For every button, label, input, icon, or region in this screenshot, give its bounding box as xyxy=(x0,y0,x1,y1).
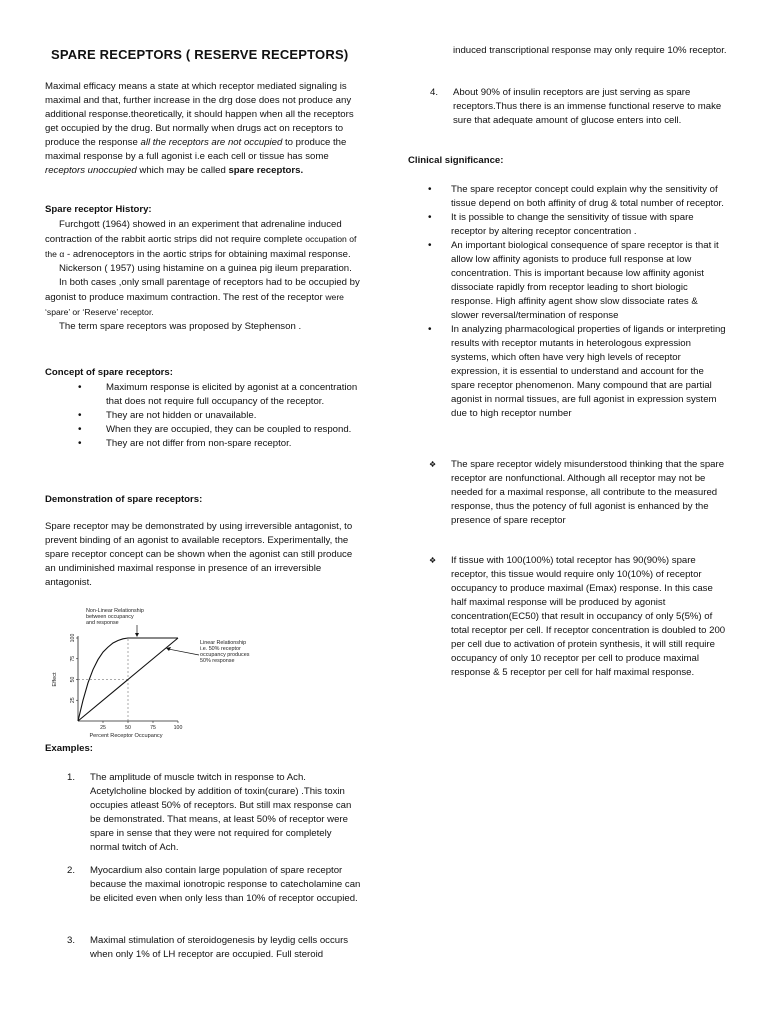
concept-item: • They are not hidden or unavailable. xyxy=(45,409,363,423)
clinical-item: • It is possible to change the sensitivity of tissue with spare receptor by altering receptor concentration . xyxy=(408,211,728,239)
intro-bold-term: spare receptors. xyxy=(228,165,304,176)
y-axis-label: Effect xyxy=(52,672,58,687)
intro-paragraph xyxy=(45,80,363,178)
clinical-item: • An important biological consequence of spare receptor is that it allow low affinity agonists to produce full response at low concentration. This is important because low affinity agonist dissociate rapidly from receptor leading to short biologic response. High affinity agent show slow dissociate rates & slower reversal/termination of response xyxy=(408,239,728,323)
history-heading: Spare receptor History: xyxy=(45,204,152,215)
clinical-list xyxy=(408,183,728,421)
y-tick-label: 50 xyxy=(70,676,76,683)
clinical-heading: Clinical significance: xyxy=(408,155,504,166)
x-tick-label: 75 xyxy=(150,725,156,731)
occupancy-response-chart xyxy=(48,602,278,742)
example-continuation xyxy=(408,44,728,58)
annotation-linear-line: 50% response xyxy=(200,658,235,664)
history-furchgott: Furchgott (1964) showed in an experiment that adrenaline induced contraction of the rabbit aortic strips did not require complete occupation of the α - adrenoceptors in the aortic strips for obtaining maximal response. xyxy=(45,219,357,260)
demonstration-section xyxy=(45,493,363,590)
intro-text-2: to produce the maximal response by a full agonist i.e each cell or tissue has some xyxy=(45,137,347,162)
example-continuation-text: induced transcriptional response may only require 10% receptor. xyxy=(453,45,727,56)
annotation-nonlinear-line: Non-Linear Relationship xyxy=(86,608,144,614)
concept-heading: Concept of spare receptors: xyxy=(45,367,173,378)
annotation-arrow-linear xyxy=(168,649,199,655)
demonstration-heading: Demonstration of spare receptors: xyxy=(45,494,203,505)
example-item-4 xyxy=(408,86,728,128)
note-2 xyxy=(408,554,728,680)
concept-item: • When they are occupied, they can be coupled to respond. xyxy=(45,423,363,437)
clinical-section xyxy=(408,154,728,168)
example-item: 1. The amplitude of muscle twitch in response to Ach. Acetylcholine blocked by addition of toxin(curare) .This toxin occupies atleast 50% of receptors. But still max response can be demonstrated. That means, at least 50% of receptor were spare in sense that they were not required for completely normal twitch of Ach. xyxy=(67,772,352,853)
note-item: ❖ If tissue with 100(100%) total receptor has 90(90%) spare receptor, this tissue would require only 10(10%) of receptor occupancy to produce maximal (Emax) response. In this case half maximal response will be produced by agonist concentration(EC50) that result in occupancy of only 5(5%) of total receptor per cell. If receptor concentration is doubled to 200 per cell due to activation of protein synthesis, it will still require occupancy of only 10 receptor per cell to produce maximal response & 5 receptor per cell for half maximal response. xyxy=(429,555,726,678)
annotation-linear-line: occupancy produces xyxy=(200,652,250,658)
example-item: 4. About 90% of insulin receptors are just serving as spare receptors.Thus there is an immense functional reserve to make sure that adequate amount of glucose enters into cell. xyxy=(430,87,722,126)
example-item: 2. Myocardium also contain large population of spare receptor because the maximal ionotropic response to catecholamine can be elicited even when only less than 10% of receptor occupied. xyxy=(67,865,361,904)
clinical-item: • The spare receptor concept could explain why the sensitivity of tissue depend on both affinity of drug & total number of receptor. xyxy=(408,183,728,211)
examples-section xyxy=(45,742,363,756)
note-item: ❖ The spare receptor widely misunderstood thinking that the spare receptor are nonfunctional. Although all receptor may not be needed for a maximal response, all contribute to the measured response, thus the potency of full agonist is enhanced by the presence of spare receptor xyxy=(429,459,725,526)
y-tick-label: 100 xyxy=(70,633,76,643)
history-nickerson: Nickerson ( 1957) using histamine on a guinea pig ileum preparation. xyxy=(59,263,352,274)
annotation-arrowhead-nonlinear xyxy=(135,633,139,637)
y-tick-label: 75 xyxy=(70,655,76,662)
intro-emphasis-2: receptors unoccupied xyxy=(45,165,137,176)
examples-list-3 xyxy=(45,934,363,962)
annotation-nonlinear-line: between occupancy xyxy=(86,614,134,620)
concept-item: • Maximum response is elicited by agonist at a concentration that does not require full occupancy of the receptor. xyxy=(45,381,363,409)
annotation-linear-line: i.e. 50% receptor xyxy=(200,646,241,652)
examples-list xyxy=(45,771,363,855)
note-1 xyxy=(408,458,728,528)
concept-item: • They are not differ from non-spare receptor. xyxy=(45,437,363,451)
examples-heading: Examples: xyxy=(45,743,93,754)
annotation-nonlinear-line: and response xyxy=(86,620,119,626)
annotation-linear-line: Linear Relationship xyxy=(200,640,247,646)
examples-list-2 xyxy=(45,864,363,906)
history-section xyxy=(45,203,363,334)
intro-emphasis-1: all the receptors are not occupied xyxy=(140,137,283,148)
page-title: SPARE RECEPTORS ( RESERVE RECEPTORS) xyxy=(51,47,349,62)
history-both-cases: In both cases ,only small parentage of receptors had to be occupied by agonist to produce maximum contraction. The rest of the receptor were ‘spare’ or ‘Reserve’ receptor. xyxy=(45,277,360,317)
x-tick-label: 25 xyxy=(100,725,106,731)
x-tick-label: 50 xyxy=(125,725,131,731)
intro-text-3: which may be called xyxy=(136,165,229,176)
history-stephenson: The term spare receptors was proposed by Stephenson . xyxy=(59,321,302,332)
example-item: 3. Maximal stimulation of steroidogenesis by leydig cells occurs when only 1% of LH receptor are occupied. Full steroid xyxy=(67,935,349,960)
x-axis-label: Percent Receptor Occupancy xyxy=(89,733,163,739)
concept-section xyxy=(45,366,363,451)
y-tick-label: 25 xyxy=(70,697,76,704)
demonstration-text: Spare receptor may be demonstrated by using irreversible antagonist, to prevent binding of an agonist to available receptors. Experimentally, the spare receptor concept can be shown when the agonist can still produce an undiminished maximal response in presence of an irreversible antagonist. xyxy=(45,521,353,588)
intro-text-1: Maximal efficacy means a state at which receptor mediated signaling is maximal and that, further increase in the drg dose does not produce any additional response.theoretically, it should happen when all the receptors get occupied by the drug. But normally when drugs act on receptors to produce the response xyxy=(45,81,354,148)
diamond-bullet-icon: ❖ xyxy=(429,556,437,565)
diamond-bullet-icon: ❖ xyxy=(429,460,437,469)
clinical-item: • In analyzing pharmacological properties of ligands or interpreting results with receptor mutants in heterologous expression systems, which often have very high levels of receptor expression, it is essential to understand and account for the spare receptor phenomenon. Many compound that are partial agonist in normal tissues, are full agonist in expression system due to high receptor number xyxy=(408,323,728,421)
x-tick-label: 100 xyxy=(173,725,183,731)
